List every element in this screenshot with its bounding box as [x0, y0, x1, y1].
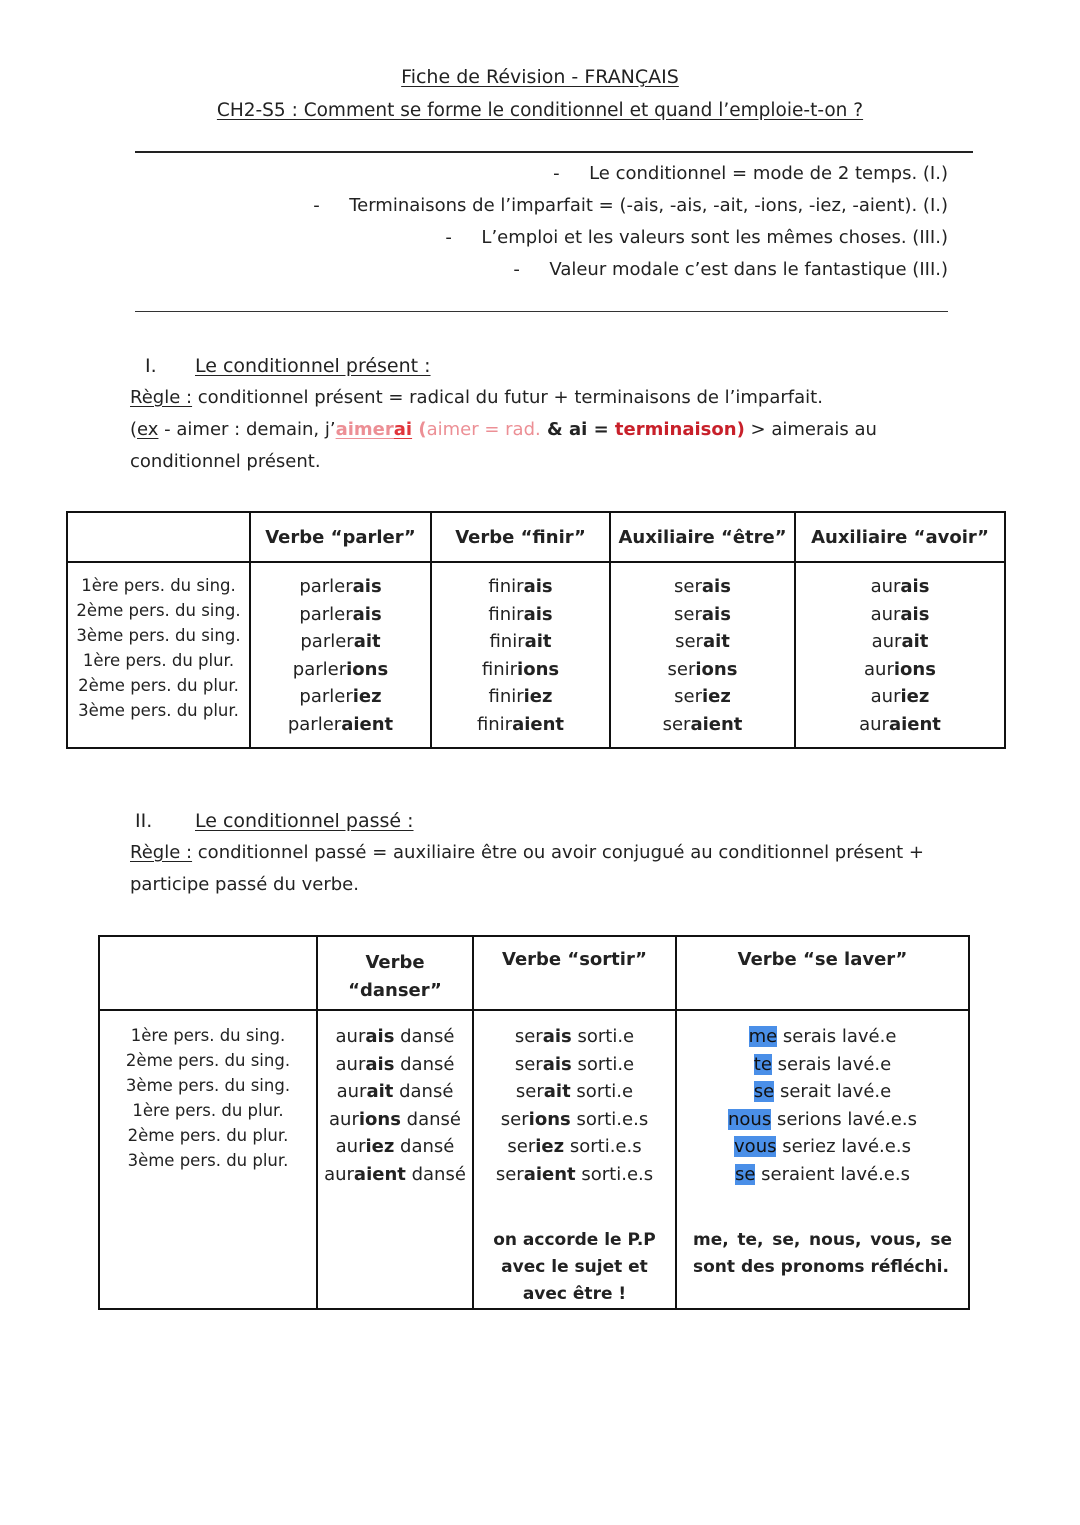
conjugated-form — [611, 628, 794, 656]
conjugated-form — [611, 683, 794, 711]
rule-line: Règle : conditionnel passé = auxiliaire être ou avoir conjugué au conditionnel présent + — [130, 842, 925, 863]
participle: dansé — [400, 1108, 461, 1130]
verb-ending: iez — [702, 686, 731, 708]
verb-ending: ais — [352, 603, 382, 625]
conjugated-form — [318, 1051, 472, 1079]
verb-stem: finir — [489, 631, 525, 653]
conjugated-form — [611, 573, 794, 601]
conjugated-form — [677, 1133, 968, 1161]
verb-ending: aient — [512, 713, 565, 735]
verb-stem: ser — [662, 713, 691, 735]
person-label: 3ème pers. du sing. — [76, 626, 241, 645]
conjugation-table-passe — [98, 935, 970, 1310]
summary-item: - Le conditionnel = mode de 2 temps. (I.) — [553, 163, 948, 184]
avoir-cell — [795, 562, 1005, 748]
verb-stem: aur — [870, 686, 901, 708]
verb-ending: ions — [346, 658, 389, 680]
divider-top — [135, 151, 973, 153]
conjugated-form — [611, 711, 794, 739]
example-line-2: conditionnel présent. — [130, 451, 321, 472]
conjugated-form — [318, 1078, 472, 1106]
conjugated-form — [474, 1161, 675, 1189]
parler-cell — [250, 562, 431, 748]
aux-ending: ais — [365, 1053, 395, 1075]
note-accord: on accorde le P.P avec le sujet et avec être ! — [493, 1229, 656, 1304]
verb-form: seriez lavé.e.s — [776, 1136, 911, 1158]
aux-ending: iez — [365, 1136, 395, 1158]
participle: sorti.e.s — [575, 1163, 654, 1185]
verb-stem: finir — [481, 658, 518, 680]
reflexive-pronoun: se — [753, 1081, 775, 1103]
section-title: Le conditionnel passé : — [195, 810, 414, 832]
participle: sorti.e — [571, 1053, 635, 1075]
conjugated-form — [318, 1106, 472, 1134]
aux-stem: ser — [495, 1163, 524, 1185]
verb-ending: ais — [900, 576, 930, 597]
aux-ending: ions — [528, 1108, 571, 1130]
participle: sorti.e.s — [564, 1136, 642, 1158]
verb-stem: ser — [675, 631, 703, 653]
verb-stem: finir — [476, 713, 513, 735]
verb-ending: ait — [901, 631, 929, 653]
header-avoir: Auxiliaire “avoir” — [795, 512, 1005, 562]
reflexive-pronoun: nous — [728, 1108, 772, 1130]
aux-stem: ser — [514, 1053, 543, 1075]
verb-ending: ait — [353, 631, 381, 653]
verb-ending: ais — [523, 576, 553, 597]
conjugated-form — [251, 601, 430, 629]
note-pronoms: me, te, se, nous, vous, se sont des pronoms réfléchi. — [693, 1229, 952, 1277]
header-finir: Verbe “finir” — [431, 512, 610, 562]
page-title: Fiche de Révision - FRANÇAIS — [401, 66, 679, 88]
conjugated-form — [432, 573, 609, 601]
sortir-cell — [473, 1010, 676, 1309]
section-number: I. — [145, 355, 157, 377]
person-label: 3ème pers. du plur. — [78, 701, 239, 720]
conjugated-form — [796, 683, 1004, 711]
conjugated-form — [432, 683, 609, 711]
conjugated-form — [677, 1106, 968, 1134]
verb-ending: ions — [695, 658, 738, 680]
verb-stem: aur — [859, 713, 889, 735]
aux-ending: ais — [542, 1053, 572, 1075]
verb-ending: ait — [702, 631, 730, 653]
verb-ending: iez — [523, 686, 553, 708]
aux-stem: aur — [324, 1163, 354, 1185]
verb-ending: iez — [352, 686, 382, 708]
verb-stem: parler — [299, 603, 353, 625]
aux-ending: iez — [535, 1136, 565, 1158]
conjugated-form — [677, 1161, 968, 1189]
conjugated-form — [474, 1023, 675, 1051]
section-title: Le conditionnel présent : — [195, 355, 431, 377]
conjugated-form — [796, 628, 1004, 656]
conjugated-form — [796, 601, 1004, 629]
reflexive-pronoun: me — [748, 1026, 778, 1047]
table-corner — [67, 512, 250, 562]
verb-stem: ser — [674, 576, 702, 597]
person-label: 2ème pers. du plur. — [127, 1126, 289, 1145]
aux-stem: aur — [329, 1108, 359, 1130]
conjugated-form — [677, 1051, 968, 1079]
finir-cell — [431, 562, 610, 748]
reflexive-pronoun: vous — [734, 1136, 777, 1158]
person-label: 2ème pers. du sing. — [125, 1051, 291, 1070]
laver-cell — [676, 1010, 969, 1309]
conjugated-form — [251, 711, 430, 739]
verb-stem: finir — [488, 576, 524, 597]
verb-stem: aur — [864, 658, 894, 680]
summary-item: - Terminaisons de l’imparfait = (-ais, -ais, -ait, -ions, -iez, -aient). (I.) — [313, 195, 948, 216]
participle: dansé — [405, 1163, 466, 1185]
participle: dansé — [394, 1136, 455, 1158]
conjugated-form — [474, 1078, 675, 1106]
conjugated-form — [796, 573, 1004, 601]
conjugated-form — [318, 1161, 472, 1189]
conjugated-form — [432, 601, 609, 629]
verb-ending: aient — [341, 713, 394, 735]
section-number: II. — [135, 810, 153, 832]
participle: dansé — [394, 1053, 455, 1075]
verb-form: serions lavé.e.s — [771, 1108, 917, 1130]
verb-form: serais lavé.e — [771, 1053, 892, 1075]
conjugated-form — [611, 601, 794, 629]
verb-stem: aur — [870, 603, 901, 625]
verb-form: seraient lavé.e.s — [755, 1163, 910, 1185]
verb-form: serais lavé.e — [777, 1026, 897, 1047]
verb-stem: aur — [870, 576, 901, 597]
persons-cell — [99, 1010, 317, 1309]
verb-ending: aient — [888, 713, 941, 735]
aux-ending: ions — [358, 1108, 401, 1130]
verb-form: serait lavé.e — [774, 1081, 892, 1103]
example-line: (ex - aimer : demain, j’aimerai (aimer = rad. & ai = terminaison) > aimerais au — [130, 419, 877, 440]
aux-stem: ser — [500, 1108, 529, 1130]
verb-stem: ser — [674, 686, 702, 708]
verb-stem: parler — [300, 631, 354, 653]
aux-ending: ait — [366, 1081, 394, 1103]
aux-ending: aient — [353, 1163, 406, 1185]
verb-stem: parler — [287, 713, 342, 735]
verb-ending: ais — [352, 576, 382, 597]
conjugated-form — [251, 573, 430, 601]
summary-item: - Valeur modale c’est dans le fantastique (III.) — [513, 259, 948, 280]
reflexive-pronoun: te — [753, 1053, 772, 1075]
header-danser: Verbe “danser” — [317, 936, 473, 1010]
reflexive-pronoun: se — [735, 1163, 756, 1185]
aux-stem: aur — [335, 1026, 366, 1047]
conjugated-form — [251, 683, 430, 711]
rule-line-2: participe passé du verbe. — [130, 874, 359, 895]
participle: sorti.e — [571, 1026, 635, 1047]
aux-stem: aur — [336, 1081, 367, 1103]
header-sortir: Verbe “sortir” — [473, 936, 676, 1010]
conjugated-form — [251, 628, 430, 656]
person-label: 3ème pers. du sing. — [125, 1076, 291, 1095]
person-label: 2ème pers. du sing. — [76, 601, 241, 620]
aux-stem: aur — [335, 1136, 366, 1158]
verb-stem: aur — [871, 631, 902, 653]
conjugated-form — [796, 711, 1004, 739]
conjugated-form — [611, 656, 794, 684]
participle: sorti.e — [570, 1081, 634, 1103]
aux-ending: aient — [523, 1163, 576, 1185]
verb-ending: ais — [701, 603, 731, 625]
conjugated-form — [432, 656, 609, 684]
summary-item: - L’emploi et les valeurs sont les mêmes choses. (III.) — [445, 227, 948, 248]
participle: dansé — [393, 1081, 454, 1103]
aux-stem: ser — [515, 1081, 544, 1103]
conjugated-form — [432, 711, 609, 739]
verb-ending: ais — [523, 603, 553, 625]
verb-ending: ait — [524, 631, 552, 653]
danser-cell — [317, 1010, 473, 1309]
rule-line: Règle : conditionnel présent = radical du futur + terminaisons de l’imparfait. — [130, 387, 823, 408]
verb-ending: ions — [893, 658, 936, 680]
verb-stem: ser — [674, 603, 702, 625]
conjugated-form — [677, 1078, 968, 1106]
person-label: 1ère pers. du plur. — [132, 1101, 284, 1120]
verb-stem: parler — [299, 576, 353, 597]
person-label: 1ère pers. du plur. — [82, 651, 235, 670]
person-label: 3ème pers. du plur. — [127, 1151, 289, 1170]
participle: dansé — [394, 1026, 455, 1047]
aux-ending: ais — [365, 1026, 395, 1047]
person-label: 2ème pers. du plur. — [78, 676, 239, 695]
verb-stem: ser — [667, 658, 696, 680]
divider-bottom — [135, 311, 948, 312]
person-label: 1ère pers. du sing. — [130, 1026, 286, 1045]
verb-ending: ions — [517, 658, 560, 680]
conjugation-table-present — [66, 511, 1006, 749]
verb-ending: ais — [701, 576, 731, 597]
conjugated-form — [318, 1023, 472, 1051]
conjugated-form — [251, 656, 430, 684]
verb-stem: parler — [299, 686, 353, 708]
verb-stem: finir — [488, 686, 524, 708]
conjugated-form — [318, 1133, 472, 1161]
header-parler: Verbe “parler” — [250, 512, 431, 562]
aux-ending: ait — [543, 1081, 571, 1103]
verb-stem: parler — [292, 658, 347, 680]
conjugated-form — [474, 1106, 675, 1134]
verb-ending: iez — [900, 686, 930, 708]
conjugated-form — [432, 628, 609, 656]
verb-ending: aient — [690, 713, 743, 735]
conjugated-form — [474, 1133, 675, 1161]
header-laver: Verbe “se laver” — [676, 936, 969, 1010]
table-corner — [99, 936, 317, 1010]
persons-cell — [67, 562, 250, 748]
person-label: 1ère pers. du sing. — [81, 576, 236, 595]
participle: sorti.e.s — [570, 1108, 649, 1130]
aux-stem: ser — [507, 1136, 536, 1158]
etre-cell — [610, 562, 795, 748]
header-etre: Auxiliaire “être” — [610, 512, 795, 562]
page-subtitle: CH2-S5 : Comment se forme le conditionnel et quand l’emploie-t-on ? — [216, 100, 864, 121]
aux-ending: ais — [542, 1026, 572, 1047]
aux-stem: ser — [514, 1026, 543, 1047]
conjugated-form — [796, 656, 1004, 684]
conjugated-form — [677, 1023, 968, 1051]
verb-stem: finir — [488, 603, 524, 625]
conjugated-form — [474, 1051, 675, 1079]
aux-stem: aur — [335, 1053, 366, 1075]
verb-ending: ais — [900, 603, 930, 625]
